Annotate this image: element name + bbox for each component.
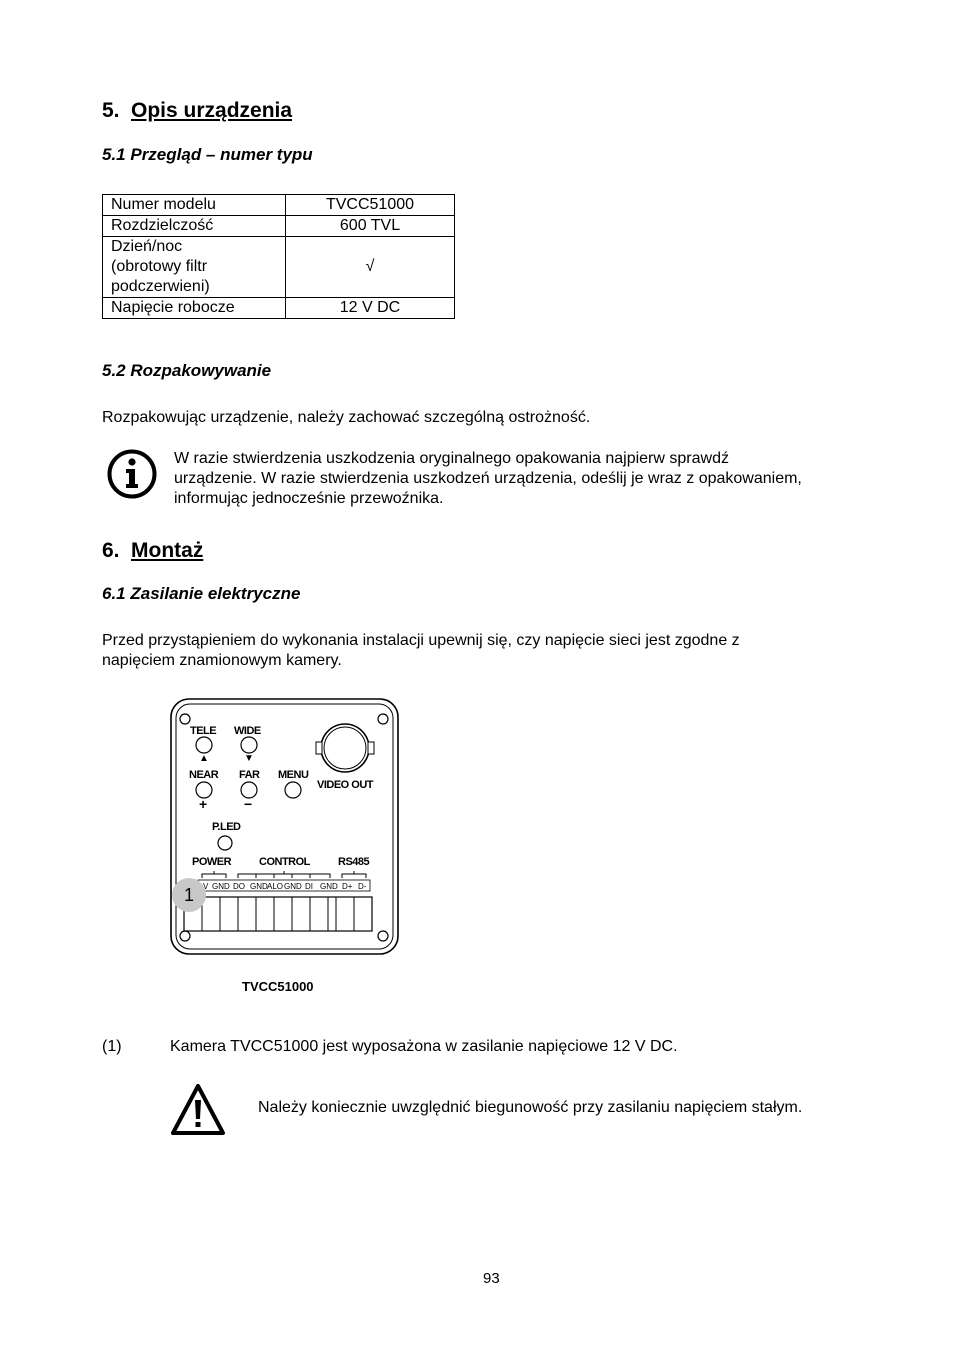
label-line: Dzień/noc	[111, 238, 183, 255]
spec-table	[102, 194, 455, 319]
table-cell-value: 600 TVL	[286, 216, 455, 237]
unpacking-intro: Rozpakowując urządzenie, należy zachować szczególną ostrożność.	[102, 409, 591, 426]
power-intro	[102, 631, 862, 671]
label-line: (obrotowy filtr	[111, 258, 208, 275]
terminal-label: ALO	[267, 882, 284, 891]
section-6-heading	[102, 539, 203, 563]
section-number: 5.	[102, 99, 120, 122]
terminal-label: GND	[212, 882, 230, 891]
section-title: Montaż	[131, 539, 204, 562]
table-cell-label: Numer modelu	[103, 195, 286, 216]
intro-line: napięciem znamionowym kamery.	[102, 652, 342, 669]
terminal-label: DO	[233, 882, 245, 891]
section-title: Opis urządzenia	[131, 99, 293, 122]
diagram-caption: TVCC51000	[242, 979, 314, 994]
intro-line: Przed przystąpieniem do wykonania instalacji upewnij się, czy napięcie sieci jest zgodne z	[102, 632, 740, 649]
info-line: W razie stwierdzenia uszkodzenia oryginalnego opakowania najpierw sprawdź	[174, 450, 729, 467]
table-cell-value: TVCC51000	[286, 195, 455, 216]
table-cell-value: √	[286, 237, 455, 298]
note-marker: (1)	[102, 1038, 122, 1055]
table-row	[103, 237, 455, 298]
table-cell-value: 12 V DC	[286, 298, 455, 319]
page-number: 93	[483, 1270, 500, 1287]
section-6-1-heading: 6.1 Zasilanie elektryczne	[102, 584, 301, 603]
minus-icon: −	[244, 796, 253, 812]
tele-label: TELE	[190, 725, 217, 737]
terminal-label: V	[203, 882, 209, 891]
table-cell-label: Rozdzielczość	[103, 216, 286, 237]
terminal-label: D+	[342, 882, 353, 891]
info-line: informując jednocześnie przewoźnika.	[174, 490, 444, 507]
rs485-label: RS485	[338, 856, 370, 868]
info-icon	[106, 448, 158, 505]
terminal-label: DI	[305, 882, 313, 891]
plus-icon: +	[199, 796, 208, 812]
terminal-label: GND	[250, 882, 268, 891]
section-5-2-heading: 5.2 Rozpakowywanie	[102, 361, 272, 380]
section-5-1-heading: 5.1 Przegląd – numer typu	[102, 145, 313, 164]
menu-label: MENU	[278, 769, 309, 781]
note-text: Kamera TVCC51000 jest wyposażona w zasilanie napięciowe 12 V DC.	[170, 1038, 678, 1055]
wide-label: WIDE	[234, 725, 261, 737]
terminal-label: D-	[358, 882, 367, 891]
table-cell-label: Napięcie robocze	[103, 298, 286, 319]
far-label: FAR	[239, 769, 260, 781]
near-label: NEAR	[189, 769, 219, 781]
warning-icon	[170, 1083, 226, 1142]
table-row	[103, 216, 455, 237]
power-label: POWER	[192, 856, 232, 868]
info-line: urządzenie. W razie stwierdzenia uszkodzeń urządzenia, odeślij je wraz z opakowaniem,	[174, 470, 802, 487]
arrow-down-icon: ▼	[244, 753, 254, 764]
info-note	[174, 449, 894, 509]
pled-label: P.LED	[212, 821, 241, 833]
terminal-label: GND	[284, 882, 302, 891]
table-cell-label	[103, 237, 286, 298]
table-row	[103, 298, 455, 319]
video-out-label: VIDEO OUT	[317, 779, 374, 791]
section-number: 6.	[102, 539, 120, 562]
camera-rear-panel-diagram	[168, 696, 402, 958]
section-5-heading	[102, 99, 292, 123]
terminal-label: GND	[320, 882, 338, 891]
label-line: podczerwieni)	[111, 278, 210, 295]
arrow-up-icon: ▲	[199, 753, 209, 764]
table-row	[103, 195, 455, 216]
warning-text: Należy koniecznie uwzględnić biegunowość przy zasilaniu napięciem stałym.	[258, 1099, 803, 1116]
callout-number: 1	[184, 885, 195, 905]
control-label: CONTROL	[259, 856, 310, 868]
